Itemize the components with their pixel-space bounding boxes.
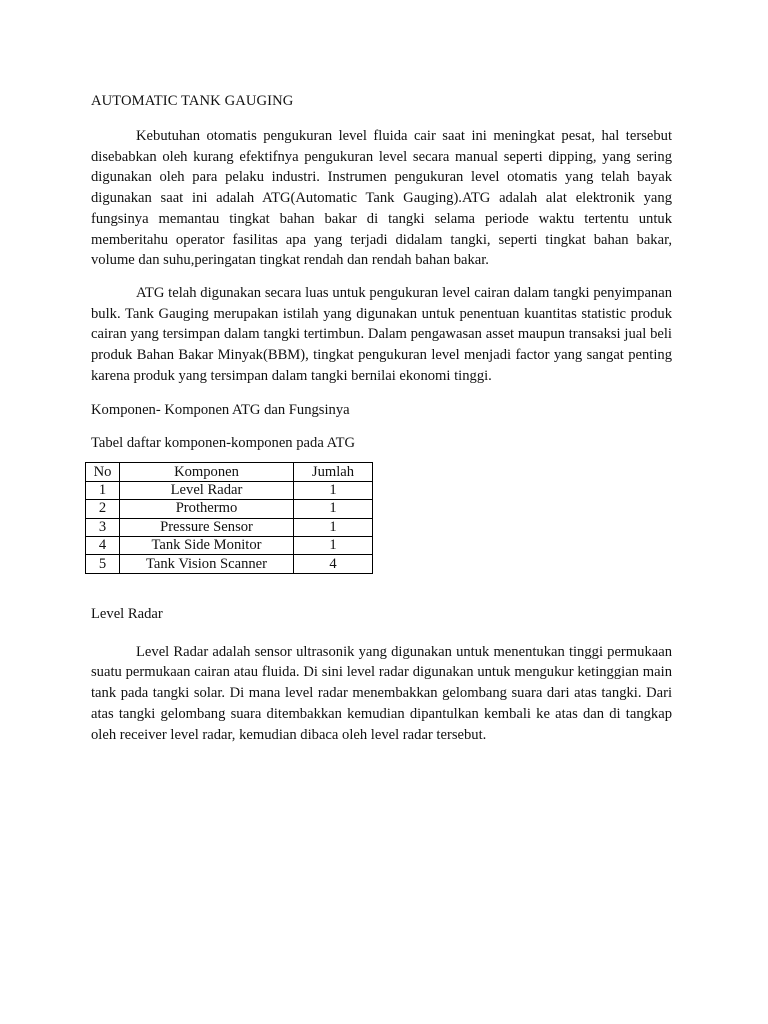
table-row [86, 518, 373, 536]
cell-jumlah: 4 [294, 555, 373, 573]
cell-komponen: Tank Side Monitor [120, 537, 294, 555]
header-komponen: Komponen [120, 463, 294, 481]
cell-no: 3 [86, 518, 120, 536]
cell-no: 5 [86, 555, 120, 573]
table-row [86, 481, 373, 499]
cell-jumlah: 1 [294, 537, 373, 555]
header-jumlah: Jumlah [294, 463, 373, 481]
table-header-row [86, 463, 373, 481]
cell-no: 4 [86, 537, 120, 555]
table-row [86, 555, 373, 573]
intro-paragraph: Kebutuhan otomatis pengukuran level fluida cair saat ini meningkat pesat, hal tersebut disebabkan oleh kurang efektifnya pengukuran level secara manual seperti dipping, yang sering digunakan oleh para pelaku industri. Instrumen pengukuran level otomatis yang telah bayak digunakan saat ini adalah ATG(Automatic Tank Gauging).ATG adalah alat elektronik yang fungsinya memantau tingkat bahan bakar di tangki selama periode waktu tertentu untuk memberitahu operator fasilitas apa yang terjadi didalam tangki, seperti tingkat bahan bakar, volume dan suhu,peringatan tingkat rendah dan rendah bahan bakar. [91, 128, 672, 269]
cell-no: 2 [86, 500, 120, 518]
cell-jumlah: 1 [294, 500, 373, 518]
cell-komponen: Prothermo [120, 500, 294, 518]
table-row [86, 537, 373, 555]
cell-no: 1 [86, 481, 120, 499]
cell-komponen: Pressure Sensor [120, 518, 294, 536]
cell-jumlah: 1 [294, 481, 373, 499]
table-caption: Tabel daftar komponen-komponen pada ATG [91, 435, 356, 452]
atg-usage-paragraph: ATG telah digunakan secara luas untuk pengukuran level cairan dalam tangki penyimpanan bulk. Tank Gauging merupakan istilah yang digunakan untuk penentuan kuantitas statistic produk cairan yang tersimpan dalam tangki tertimbun. Dalam pengawasan asset maupun transaksi jual beli produk Bahan Bakar Minyak(BBM), tingkat pengukuran level menjadi factor yang sangat penting karena produk yang tersimpan dalam tangki bernilai ekonomi tinggi. [91, 284, 672, 384]
table-row [86, 500, 373, 518]
level-radar-paragraph: Level Radar adalah sensor ultrasonik yang digunakan untuk menentukan tinggi permukaan suatu permukaan cairan atau fluida. Di sini level radar digunakan untuk mengukur ketinggian main tank pada tangki solar. Di mana level radar menembakkan gelombang suara dari atas tangki. Dari atas tangki gelombang suara ditembakkan kemudian dipantulkan kembali ke atas dan di tangkap oleh receiver level radar, kemudian dibaca oleh level radar tersebut. [91, 643, 672, 743]
document-title: AUTOMATIC TANK GAUGING [91, 93, 294, 109]
cell-jumlah: 1 [294, 518, 373, 536]
section-heading: Komponen- Komponen ATG dan Fungsinya [91, 402, 350, 419]
header-no: No [86, 463, 120, 481]
components-table [85, 462, 373, 573]
level-radar-heading: Level Radar [91, 605, 163, 622]
cell-komponen: Level Radar [120, 481, 294, 499]
cell-komponen: Tank Vision Scanner [120, 555, 294, 573]
